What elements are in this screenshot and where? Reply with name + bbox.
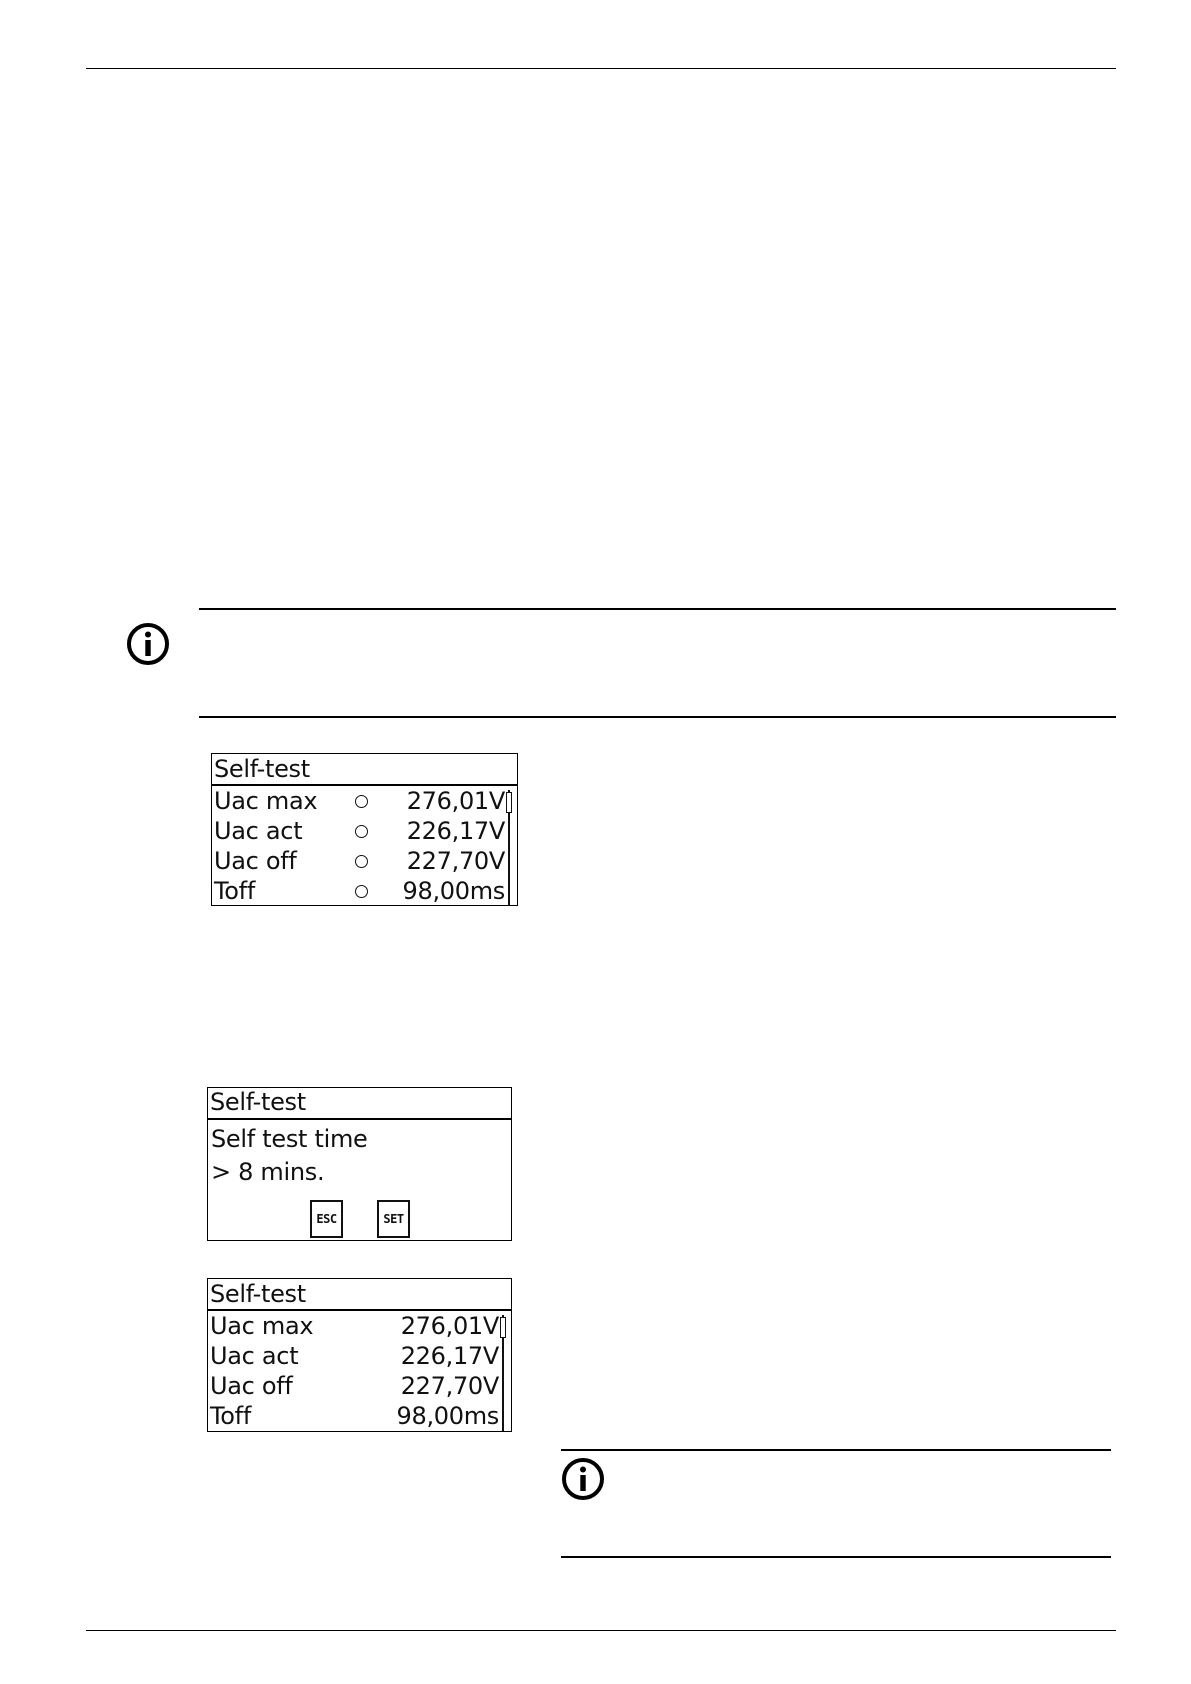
status-circle-icon — [355, 885, 368, 898]
info-note-top-rule — [561, 1449, 1111, 1451]
row-value: 276,01V — [400, 1312, 499, 1340]
row-label: Uac off — [210, 1372, 293, 1400]
list-item — [212, 816, 517, 846]
self-test-results-screen — [207, 1278, 512, 1432]
scroll-thumb[interactable] — [506, 792, 512, 813]
scroll-thumb[interactable] — [500, 1317, 506, 1338]
row-value: 226,17V — [400, 1342, 499, 1370]
list-item — [212, 846, 517, 876]
esc-button[interactable]: ESC — [310, 1200, 343, 1238]
header-rule — [86, 68, 1116, 69]
list-item — [208, 1371, 511, 1401]
row-label: Uac act — [210, 1342, 299, 1370]
info-icon — [561, 1457, 605, 1501]
info-note-bottom-rule — [561, 1556, 1111, 1558]
info-note-top-rule — [199, 608, 1116, 610]
row-value: 227,70V — [406, 847, 505, 875]
info-icon — [126, 622, 170, 666]
screen-title: Self-test — [210, 1088, 306, 1116]
footer-rule — [86, 1630, 1116, 1631]
row-label: Uac max — [210, 1312, 314, 1340]
info-note-bottom-rule — [199, 716, 1116, 718]
row-label: Uac off — [214, 847, 297, 875]
status-circle-icon — [355, 795, 368, 808]
row-value: 227,70V — [400, 1372, 499, 1400]
status-circle-icon — [355, 855, 368, 868]
self-test-duration-text: > 8 mins. — [211, 1158, 325, 1186]
set-button[interactable]: SET — [377, 1200, 410, 1238]
self-test-time-screen — [207, 1087, 512, 1241]
list-item — [208, 1311, 511, 1341]
row-label: Toff — [210, 1402, 251, 1430]
row-value: 276,01V — [406, 787, 505, 815]
row-label: Uac max — [214, 787, 318, 815]
self-test-screen-status — [211, 753, 518, 906]
screen-title: Self-test — [214, 755, 310, 783]
self-test-time-text: Self test time — [211, 1125, 368, 1153]
title-separator — [208, 1118, 511, 1120]
status-circle-icon — [355, 825, 368, 838]
row-value: 98,00ms — [396, 1402, 499, 1430]
row-value: 226,17V — [406, 817, 505, 845]
list-item — [212, 876, 517, 906]
row-label: Uac act — [214, 817, 303, 845]
row-value: 98,00ms — [402, 877, 505, 905]
list-item — [208, 1401, 511, 1431]
list-item — [208, 1341, 511, 1371]
row-label: Toff — [214, 877, 255, 905]
screen-title: Self-test — [210, 1280, 306, 1308]
list-item — [212, 786, 517, 816]
